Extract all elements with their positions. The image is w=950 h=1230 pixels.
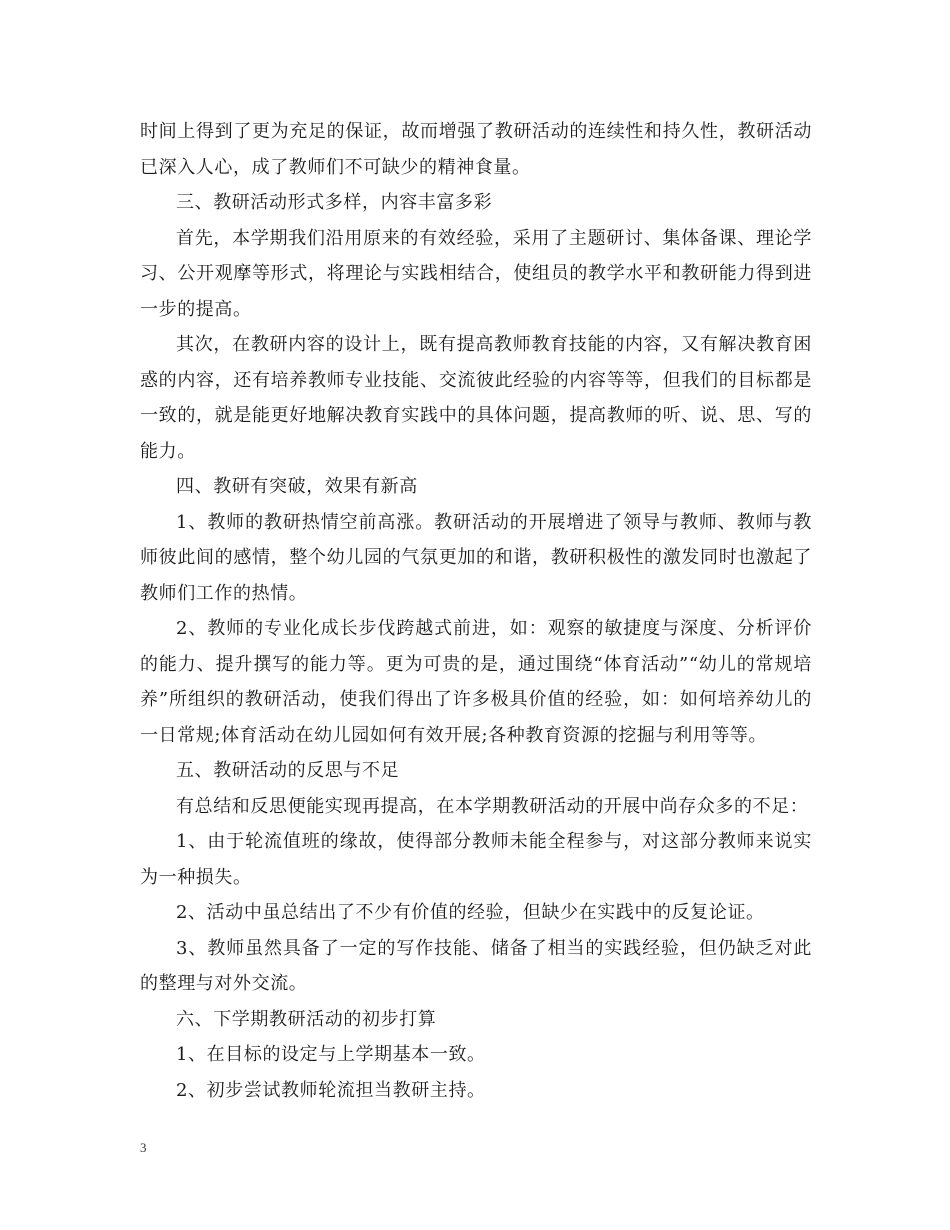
- section-heading: 五、教研活动的反思与不足: [176, 760, 400, 781]
- list-item: 3、教师虽然具备了一定的写作技能、储备了相当的实践经验，但仍缺乏对此的整理与对外交流。: [140, 937, 812, 994]
- paragraph: 首先，本学期我们沿用原来的有效经验，采用了主题研讨、集体备课、理论学习、公开观摩等形式，将理论与实践相结合，使组员的教学水平和教研能力得到进一步的提高。: [140, 227, 812, 320]
- list-item: 1、由于轮流值班的缘故，使得部分教师未能全程参与，对这部分教师来说实为一种损失。: [140, 831, 812, 888]
- list-item: 2、活动中虽总结出了不少有价值的经验，但缺少在实践中的反复论证。: [176, 902, 765, 923]
- section-heading: 三、教研活动形式多样，内容丰富多彩: [176, 192, 493, 213]
- list-item: 2、教师的专业化成长步伐跨越式前进，如：观察的敏捷度与深度、分析评价的能力、提升撰写的能力等。更为可贵的是，通过围绕“体育活动”“幼儿的常规培养”所组织的教研活动，使我们得出了许多极具价值的经验，如：如何培养幼儿的一日常规;体育活动在幼儿园如何有效开展;各种教育资源的挖掘与利用等等。: [140, 618, 812, 746]
- document-body: [140, 114, 812, 1108]
- paragraph: 其次，在教研内容的设计上，既有提高教师教育技能的内容，又有解决教育困惑的内容，还有培养教师专业技能、交流彼此经验的内容等等，但我们的目标都是一致的，就是能更好地解决教育实践中的具体问题，提高教师的听、说、思、写的能力。: [140, 334, 812, 462]
- section-heading: 四、教研有突破，效果有新高: [176, 476, 418, 497]
- list-item: 1、在目标的设定与上学期基本一致。: [176, 1044, 486, 1065]
- list-item: 2、初步尝试教师轮流担当教研主持。: [176, 1079, 486, 1101]
- section-heading: 六、下学期教研活动的初步打算: [176, 1008, 437, 1030]
- page-number: 3: [140, 1140, 147, 1155]
- paragraph: 有总结和反思便能实现再提高，在本学期教研活动的开展中尚存众多的不足：: [176, 795, 809, 817]
- paragraph: 时间上得到了更为充足的保证，故而增强了教研活动的连续性和持久性，教研活动已深入人心，成了教师们不可缺少的精神食量。: [140, 121, 812, 178]
- list-item: 1、教师的教研热情空前高涨。教研活动的开展增进了领导与教师、教师与教师彼此间的感情，整个幼儿园的气氛更加的和谐，教研积极性的激发同时也激起了教师们工作的热情。: [140, 511, 812, 604]
